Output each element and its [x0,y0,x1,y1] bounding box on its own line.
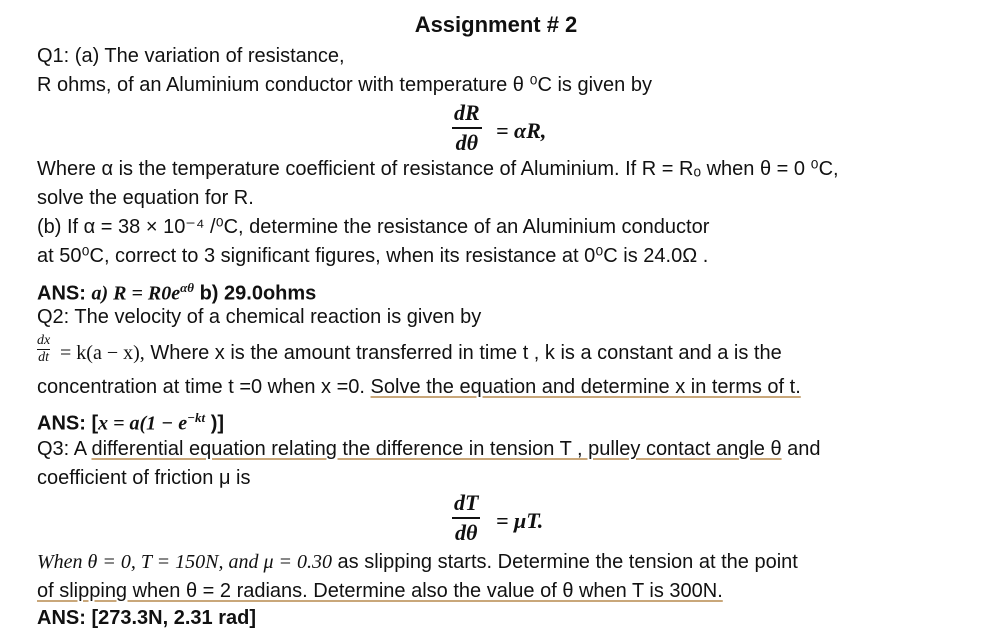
q2-line-1: Q2: The velocity of a chemical reaction is given by [37,306,482,328]
q2-frac-denominator: dt [38,350,50,365]
q3-line-3-math: When θ = 0, T = 150N, and μ = 0.30 [37,551,332,573]
q3-line-1-underlined: differential equation relating the difference in tension T , pulley contact angle θ [91,438,782,460]
fraction-bar [452,127,482,129]
q2-answer-label: ANS: [ [37,412,99,435]
q3-line-4-underlined: of slipping when θ = 2 radians. Determine also the value of θ when T is 300N. [37,580,723,602]
q1-eq-denominator: dθ [455,130,479,155]
q3-line-1 [37,437,821,461]
q2-answer-math: x = a(1 − e [98,412,188,435]
q2-equation: = k(a − x), [60,342,145,364]
q3-line-4 [37,579,723,603]
fraction-bar [452,517,480,519]
q3-line-1-end: and [781,438,821,460]
q3-equation-fraction [452,490,480,546]
q3-answer: ANS: [273.3N, 2.31 rad] [37,607,256,629]
q2-answer [37,406,224,436]
q1-line-3: Where α is the temperature coefficient of resistance of Aluminium. If R = Rₒ when θ = 0 ⁰C, [37,158,839,180]
q1-line-6: at 50⁰C, correct to 3 significant figures, when its resistance at 0⁰C is 24.0Ω . [37,245,709,267]
q3-line-3 [37,550,798,574]
q2-line-3-underlined: Solve the equation and determine x in terms of t. [370,376,801,398]
q2-answer-exponent: −kt [187,410,206,425]
q1-answer-math: a) R = R0e [91,282,181,305]
q3-eq-numerator: dT [454,490,479,515]
q1-answer-exponent: αθ [180,280,195,295]
q1-line-2: R ohms, of an Aluminium conductor with temperature θ ⁰C is given by [37,74,652,96]
q2-line-3 [37,375,801,399]
q2-line-2-rest: Where x is the amount transferred in time t , k is a constant and a is the [144,342,782,364]
q1-answer-label: ANS: [37,282,92,305]
q3-line-1-start: Q3: A [37,438,92,460]
q1-line-5: (b) If α = 38 × 10⁻⁴ /⁰C, determine the resistance of an Aluminium conductor [37,216,710,238]
q2-fraction [37,333,50,366]
q1-line-4: solve the equation for R. [37,187,254,209]
q1-eq-numerator: dR [454,100,480,125]
q1-line-1: Q1: (a) The variation of resistance, [37,45,345,67]
q2-frac-numerator: dx [37,333,51,348]
q3-line-3-rest: as slipping starts. Determine the tension at the point [332,551,798,573]
q2-line-2 [60,341,782,365]
q1-answer [37,276,316,306]
q2-line-3-start: concentration at time t =0 when x =0. [37,376,371,398]
q1-answer-rest: b) 29.0ohms [194,282,317,305]
q3-equation-rhs: = μT. [496,508,544,533]
q3-line-2: coefficient of friction μ is [37,467,251,489]
assignment-title: Assignment # 2 [414,12,578,37]
q3-eq-denominator: dθ [455,520,478,545]
q2-answer-end: )] [205,412,225,435]
q1-equation-fraction [452,100,482,156]
q1-equation-rhs: = αR, [496,118,547,143]
